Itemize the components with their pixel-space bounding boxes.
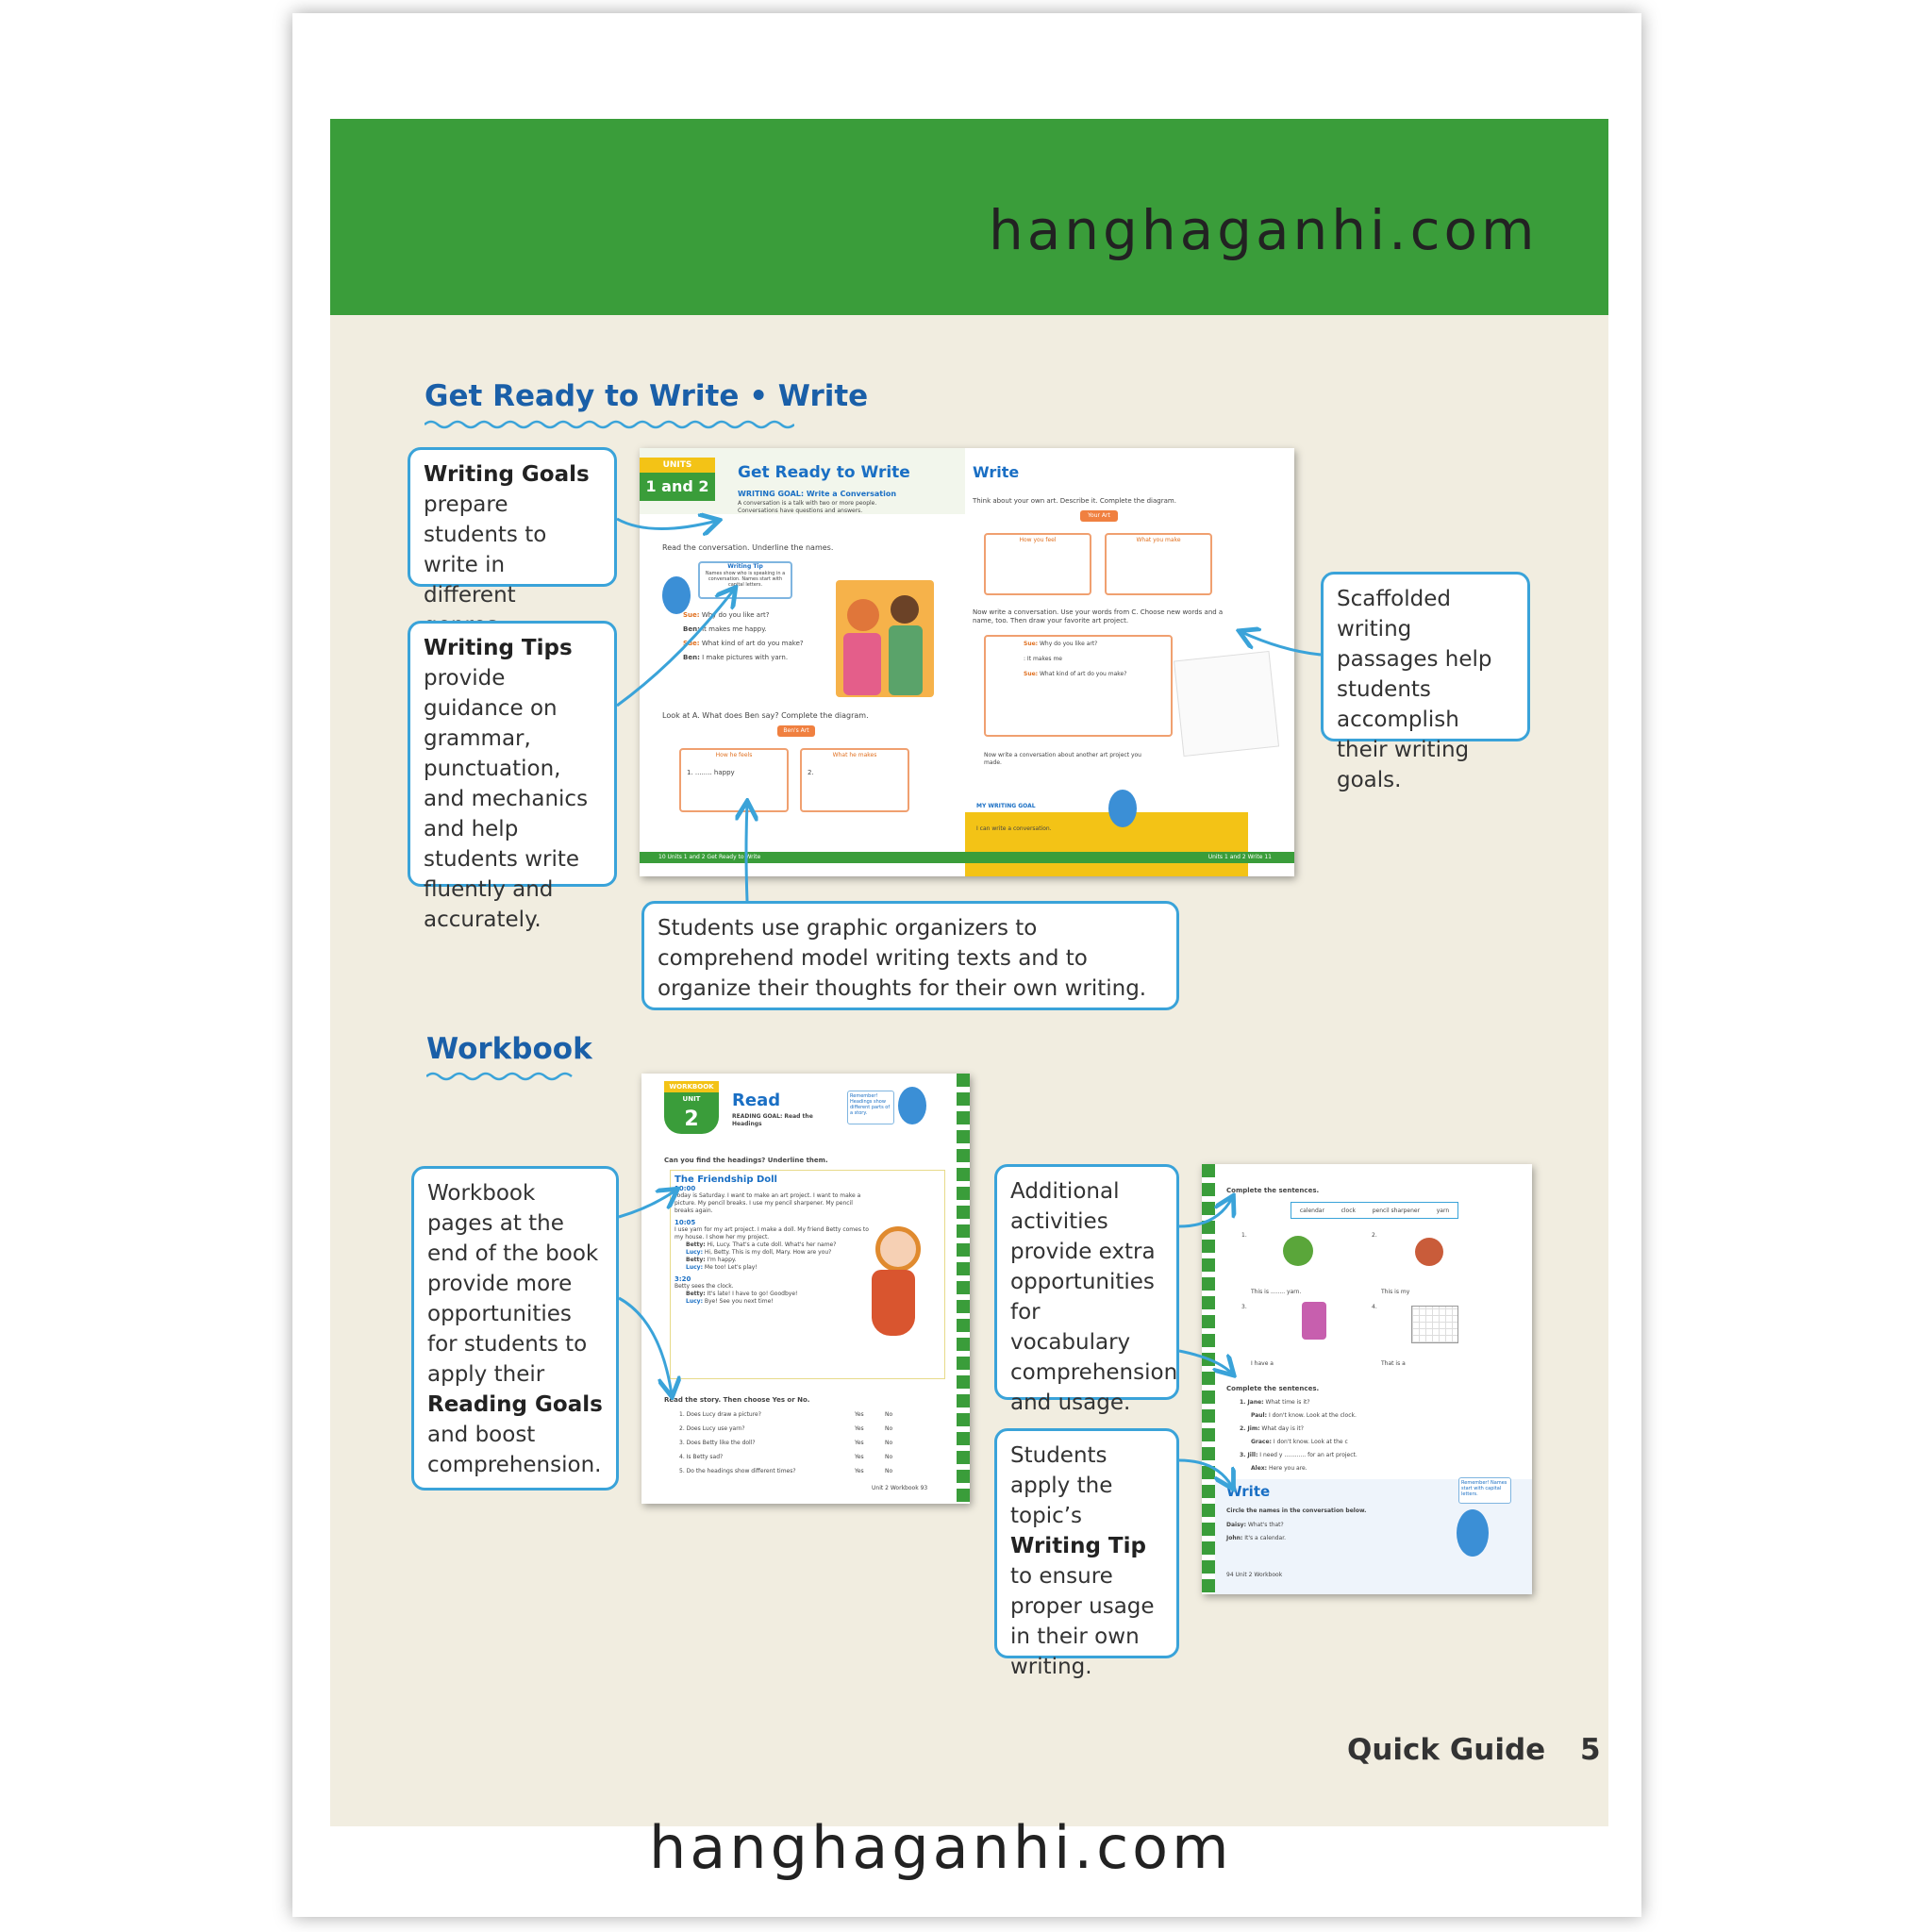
task-d: Now write a conversation. Use your words from C. Choose new words and a name, too. Then draw your favorite art project. bbox=[973, 608, 1224, 625]
arrow bbox=[1179, 1460, 1232, 1487]
writing-tip-box: Writing Tip Names show who is speaking in a conversation. Names start with capital letters. bbox=[698, 561, 792, 599]
callout-text: provide guidance on grammar, punctuation, and mechanics and help students write fluently and accurately. bbox=[424, 666, 589, 932]
section-title-write: Get Ready to Write • Write bbox=[425, 379, 869, 413]
unit-label: UNIT bbox=[664, 1092, 719, 1106]
yes-no-questions: 1. Does Lucy draw a picture? Yes No 2. Does Lucy use yarn? Yes No 3. Does Betty like the doll? Yes No 4. Is Betty sad? Yes No 5. Do the headings show different times? Yes No bbox=[679, 1411, 893, 1474]
callout-text: Students apply the topic’s bbox=[1010, 1443, 1113, 1528]
units-number: 1 and 2 bbox=[640, 473, 715, 501]
watermark-top: hanghaganhi.com bbox=[989, 198, 1539, 262]
callout-text: and boost comprehension. bbox=[427, 1423, 602, 1477]
quick-guide-footer bbox=[1347, 1733, 1601, 1767]
spread-left-footer: 10 Units 1 and 2 Get Ready to Write bbox=[640, 852, 965, 863]
your-art-label: Your Art bbox=[1080, 510, 1118, 522]
how-you-feel-box: How you feel bbox=[984, 533, 1091, 595]
reading-goal: READING GOAL: Read the Headings bbox=[732, 1113, 813, 1127]
arrow bbox=[1179, 1351, 1232, 1374]
arrow bbox=[619, 1191, 675, 1217]
wb-right-footer: 94 Unit 2 Workbook bbox=[1226, 1572, 1283, 1578]
conversation-box: Sue: Why do you like art? : It makes me Sue: What kind of art do you make? bbox=[984, 635, 1173, 737]
workbook-read-title: Read bbox=[732, 1091, 781, 1110]
wb-left-footer: Unit 2 Workbook 93 bbox=[872, 1485, 928, 1491]
callout-graphic-organizers: Students use graphic organizers to comprehend model writing texts and to organize their thoughts for their own writing. bbox=[641, 901, 1179, 1010]
task-a: Read the conversation. Underline the names. bbox=[662, 543, 834, 552]
page-number: 5 bbox=[1580, 1733, 1601, 1767]
task-b: Look at A. What does Ben say? Complete the diagram. bbox=[662, 711, 869, 720]
watermark-bottom: hanghaganhi.com bbox=[649, 1813, 1233, 1882]
wb-task-d: Complete the sentences. bbox=[1226, 1385, 1320, 1392]
callout-bold: Writing Tips bbox=[424, 636, 573, 660]
callout-text: Workbook pages at the end of the book provide more opportunities for students to apply their bbox=[427, 1181, 599, 1387]
story-box: The Friendship Doll 10:00 Today is Saturday. I want to make an art project. I want to make a picture. My pencil breaks. I use my pencil sharpener. My pencil breaks again. 10:05 I use yarn for my art project. I make a doll. My friend Betty comes to my house. I show her my project. Betty: Hi, Lucy. That's a cute doll. What's her name? Lucy: Hi, Betty. This is my doll, Mary. How are you? Betty: I'm happy. Lucy: Me too! Let's play! 3:20 Betty sees the clock. Betty: It's late! I have to go! Goodbye! Lucy: Bye! See you next time! bbox=[670, 1170, 945, 1379]
my-writing-goal-band: MY WRITING GOAL I can write a conversation. bbox=[965, 812, 1248, 876]
write-lines: Daisy: What's that? John: It's a calendar. bbox=[1226, 1522, 1287, 1541]
spread-left-title: Get Ready to Write bbox=[738, 463, 910, 482]
arrow bbox=[617, 519, 717, 529]
wb-write-task: Circle the names in the conversation below. bbox=[1226, 1507, 1367, 1514]
arrow bbox=[746, 804, 747, 901]
what-he-makes-box: What he makes 2. bbox=[800, 748, 909, 812]
wb-task-a: Can you find the headings? Underline them. bbox=[664, 1157, 828, 1164]
dialog-box: Sue: Why do you like art? Ben: It makes me happy. Sue: What kind of art do you make? Ben: I make pictures with yarn. bbox=[683, 611, 804, 661]
how-he-feels-box: How he feels 1. ........ happy bbox=[679, 748, 789, 812]
arrow bbox=[1179, 1198, 1232, 1226]
workbook-label: WORKBOOK bbox=[664, 1081, 719, 1092]
task-e: Now write a conversation about another art project you made. bbox=[984, 752, 1141, 766]
callout-text: prepare students to write in different bbox=[424, 492, 547, 608]
wb-write-title: Write bbox=[1226, 1483, 1271, 1500]
callout-additional-activities: Additional activities provide extra opportunities for vocabulary comprehension and usage. bbox=[994, 1164, 1179, 1400]
bens-art-label: Ben's Art bbox=[777, 725, 815, 737]
wb-task-b: Read the story. Then choose Yes or No. bbox=[664, 1396, 810, 1404]
spread-right-title: Write bbox=[973, 463, 1020, 481]
workbook-right-page: Complete the sentences. calendar clock pencil sharpener yarn 1. 2. This is ........ yarn. This is my 3. 4. I have a That is a Complete the sentences. 1. Jane: What time is it? Paul: I don't know. Look at the clock. 2. Jim: What day is it? Grace: I don't know. Look at the c 3. Jill: I need y ............ for an art project. Alex: Here you are. Write Circle the names in the conversation below. Daisy: What's that? John: It's a calendar. Remember! Names start with capital letters. 94 Unit 2 Workbook bbox=[1202, 1164, 1532, 1594]
wb-task-c: Complete the sentences. bbox=[1226, 1187, 1320, 1194]
goal-description: A conversation is a talk with two or more people. Conversations have questions and answers. bbox=[738, 500, 877, 514]
spread-right-footer: Units 1 and 2 Write 11 bbox=[965, 852, 1294, 863]
callout-text: to ensure proper usage in their own writing. bbox=[1010, 1564, 1155, 1679]
remember-note: Remember! Headings show different parts of a story. bbox=[847, 1091, 894, 1124]
section-title-workbook: Workbook bbox=[426, 1032, 592, 1066]
arrow bbox=[1241, 632, 1321, 655]
arrow bbox=[617, 590, 734, 706]
units-label: UNITS bbox=[640, 458, 715, 473]
task-c: Think about your own art. Describe it. Complete the diagram. bbox=[973, 497, 1176, 505]
conversation-lines: 1. Jane: What time is it? Paul: I don't know. Look at the clock. 2. Jim: What day is it? Grace: I don't know. Look at the c 3. Jill: I need y ............ for an art project. Alex: Here you are. bbox=[1240, 1399, 1357, 1472]
writing-goal: WRITING GOAL: Write a Conversation bbox=[738, 490, 897, 498]
callout-bold: Reading Goals bbox=[427, 1392, 603, 1417]
arrow bbox=[619, 1298, 672, 1394]
remember-note: Remember! Names start with capital letters. bbox=[1458, 1477, 1511, 1504]
word-bank: calendar clock pencil sharpener yarn bbox=[1291, 1202, 1458, 1219]
what-you-make-box: What you make bbox=[1105, 533, 1212, 595]
unit-number: 2 bbox=[664, 1106, 719, 1134]
callout-bold: Writing Goals bbox=[424, 462, 590, 487]
callout-bold: Writing Tip bbox=[1010, 1534, 1146, 1558]
footer-label: Quick Guide bbox=[1347, 1733, 1546, 1767]
callout-scaffolded: Scaffolded writing passages help students accomplish their writing goals. bbox=[1321, 572, 1530, 741]
